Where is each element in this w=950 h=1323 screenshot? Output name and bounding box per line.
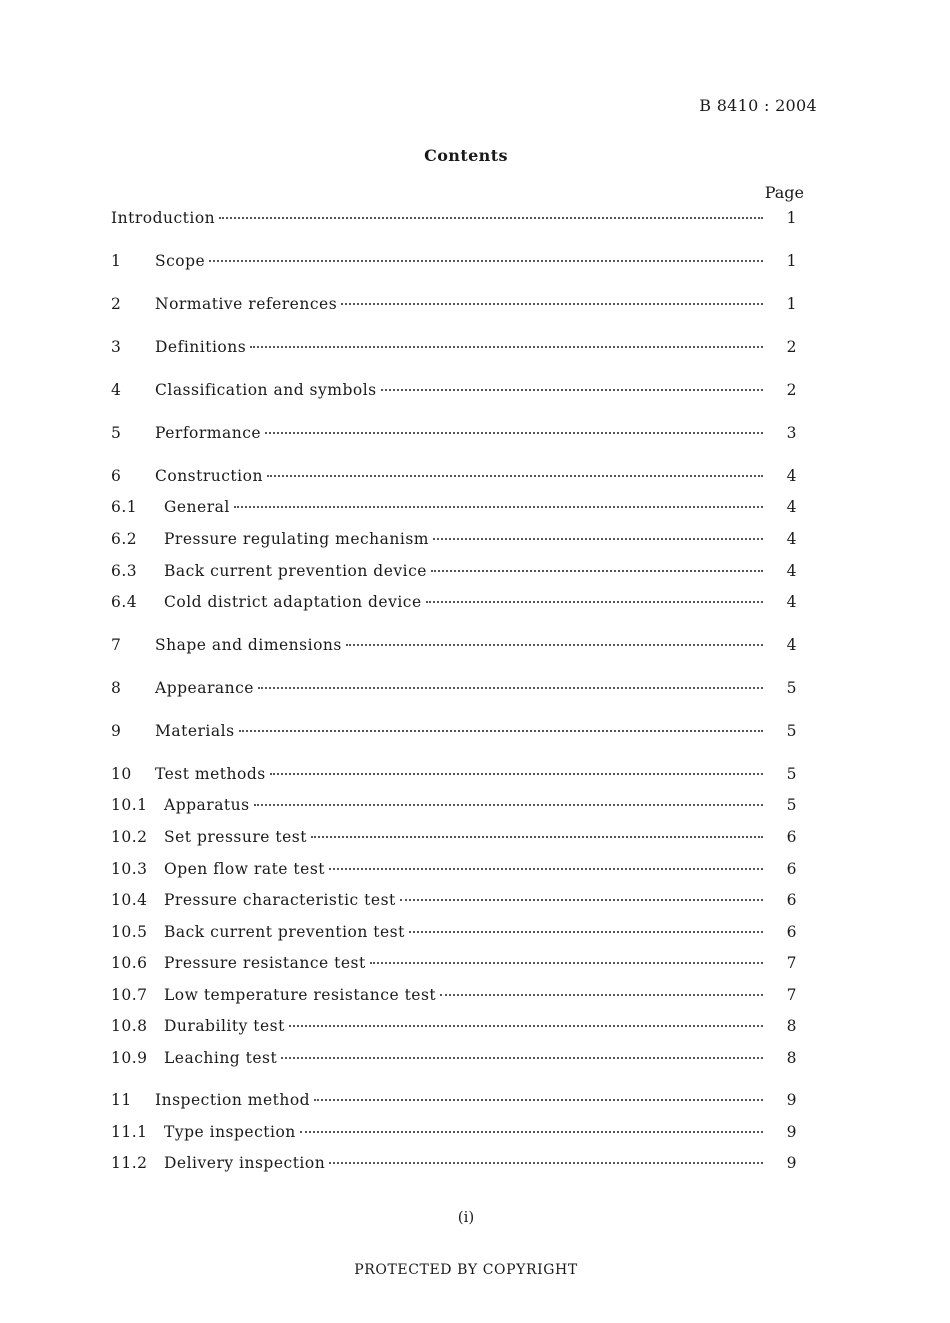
toc-entry[interactable] bbox=[111, 209, 801, 231]
dot-leader bbox=[289, 1025, 763, 1027]
toc-entry[interactable] bbox=[111, 467, 801, 489]
toc-entry-number: 4 bbox=[111, 381, 122, 399]
toc-entry-number: 2 bbox=[111, 295, 122, 313]
toc-entry-title: Cold district adaptation device bbox=[164, 593, 422, 611]
toc-entry-title: Shape and dimensions bbox=[155, 636, 342, 654]
dot-leader bbox=[270, 773, 763, 775]
toc-entry-number: 10.7 bbox=[111, 986, 148, 1004]
toc-entry[interactable] bbox=[111, 498, 801, 520]
dot-leader bbox=[267, 475, 763, 477]
toc-entry-page: 6 bbox=[786, 891, 797, 909]
toc-entry-title: Pressure regulating mechanism bbox=[164, 530, 429, 548]
dot-leader bbox=[300, 1131, 763, 1133]
toc-entry[interactable] bbox=[111, 923, 801, 945]
page-column-label: Page bbox=[764, 183, 804, 202]
toc-entry-title: Apparatus bbox=[164, 796, 250, 814]
toc-entry[interactable] bbox=[111, 986, 801, 1008]
toc-entry[interactable] bbox=[111, 252, 801, 274]
toc-entry-title: Set pressure test bbox=[164, 828, 307, 846]
toc-entry-title: Back current prevention test bbox=[164, 923, 405, 941]
toc-entry-page: 9 bbox=[786, 1123, 797, 1141]
toc-entry-page: 7 bbox=[786, 986, 797, 1004]
toc-entry-number: 6 bbox=[111, 467, 122, 485]
toc-entry-title: Delivery inspection bbox=[164, 1154, 326, 1172]
toc-entry-number: 6.1 bbox=[111, 498, 138, 516]
toc-entry-page: 5 bbox=[786, 679, 797, 697]
dot-leader bbox=[254, 804, 763, 806]
toc-entry-number: 8 bbox=[111, 679, 122, 697]
toc-entry[interactable] bbox=[111, 954, 801, 976]
toc-entry-title: Pressure characteristic test bbox=[164, 891, 396, 909]
toc-entry-number: 11.1 bbox=[111, 1123, 148, 1141]
toc-entry-page: 2 bbox=[786, 381, 797, 399]
toc-entry[interactable] bbox=[111, 530, 801, 552]
toc-entry-page: 6 bbox=[786, 828, 797, 846]
toc-entry-number: 11.2 bbox=[111, 1154, 148, 1172]
toc-entry-page: 2 bbox=[786, 338, 797, 356]
toc-entry[interactable] bbox=[111, 1154, 801, 1176]
toc-entry[interactable] bbox=[111, 338, 801, 360]
toc-entry-number: 10 bbox=[111, 765, 132, 783]
toc-entry-title: Materials bbox=[155, 722, 235, 740]
dot-leader bbox=[426, 601, 763, 603]
toc-entry-page: 5 bbox=[786, 796, 797, 814]
toc-entry[interactable] bbox=[111, 891, 801, 913]
dot-leader bbox=[239, 730, 763, 732]
toc-entry-page: 4 bbox=[786, 593, 797, 611]
toc-entry-page: 6 bbox=[786, 923, 797, 941]
toc-entry-title: Performance bbox=[155, 424, 262, 442]
toc-entry[interactable] bbox=[111, 562, 801, 584]
toc-entry-page: 1 bbox=[786, 295, 797, 313]
dot-leader bbox=[250, 346, 763, 348]
dot-leader bbox=[400, 899, 763, 901]
dot-leader bbox=[219, 217, 763, 219]
toc-entry-number: 10.3 bbox=[111, 860, 148, 878]
toc-entry-title: Leaching test bbox=[164, 1049, 278, 1067]
toc-entry[interactable] bbox=[111, 381, 801, 403]
dot-leader bbox=[329, 1162, 763, 1164]
toc-entry-title: Open flow rate test bbox=[164, 860, 325, 878]
dot-leader bbox=[433, 538, 763, 540]
toc-entry-title: Introduction bbox=[111, 209, 216, 227]
toc-entry[interactable] bbox=[111, 1123, 801, 1145]
toc-entry-page: 4 bbox=[786, 467, 797, 485]
toc-entry-page: 9 bbox=[786, 1091, 797, 1109]
toc-entry[interactable] bbox=[111, 636, 801, 658]
toc-entry[interactable] bbox=[111, 424, 801, 446]
dot-leader bbox=[409, 931, 763, 933]
toc-entry-number: 3 bbox=[111, 338, 122, 356]
toc-entry-number: 6.2 bbox=[111, 530, 138, 548]
toc-entry-number: 10.2 bbox=[111, 828, 148, 846]
dot-leader bbox=[381, 389, 763, 391]
toc-entry-page: 1 bbox=[786, 209, 797, 227]
toc-entry-page: 3 bbox=[786, 424, 797, 442]
toc-entry-title: Back current prevention device bbox=[164, 562, 427, 580]
dot-leader bbox=[234, 506, 763, 508]
dot-leader bbox=[431, 570, 763, 572]
toc-entry-title: Scope bbox=[155, 252, 206, 270]
dot-leader bbox=[281, 1057, 763, 1059]
toc-entry-title: Type inspection bbox=[164, 1123, 296, 1141]
toc-entry-title: Classification and symbols bbox=[155, 381, 377, 399]
toc-entry-number: 10.8 bbox=[111, 1017, 148, 1035]
toc-entry-title: General bbox=[164, 498, 230, 516]
toc-entry-page: 8 bbox=[786, 1049, 797, 1067]
dot-leader bbox=[329, 868, 763, 870]
toc-entry-title: Construction bbox=[155, 467, 263, 485]
dot-leader bbox=[346, 644, 763, 646]
dot-leader bbox=[258, 687, 763, 689]
toc-entry-number: 10.1 bbox=[111, 796, 148, 814]
toc-entry-page: 4 bbox=[786, 636, 797, 654]
toc-entry-number: 5 bbox=[111, 424, 122, 442]
toc-entry-title: Appearance bbox=[155, 679, 254, 697]
toc-entry-page: 5 bbox=[786, 765, 797, 783]
toc-entry-number: 7 bbox=[111, 636, 122, 654]
toc-entry-page: 8 bbox=[786, 1017, 797, 1035]
toc-entry-page: 1 bbox=[786, 252, 797, 270]
toc-entry-number: 10.4 bbox=[111, 891, 148, 909]
toc-entry-title: Durability test bbox=[164, 1017, 285, 1035]
dot-leader bbox=[314, 1099, 763, 1101]
toc-entry-number: 10.6 bbox=[111, 954, 148, 972]
dot-leader bbox=[370, 962, 763, 964]
dot-leader bbox=[311, 836, 763, 838]
toc-entry[interactable] bbox=[111, 722, 801, 744]
dot-leader bbox=[440, 994, 763, 996]
toc-entry[interactable] bbox=[111, 1049, 801, 1071]
toc-entry-number: 9 bbox=[111, 722, 122, 740]
toc-entry[interactable] bbox=[111, 765, 801, 787]
toc-entry[interactable] bbox=[111, 1017, 801, 1039]
dot-leader bbox=[265, 432, 763, 434]
page-number: (i) bbox=[457, 1208, 475, 1226]
toc-entry-page: 6 bbox=[786, 860, 797, 878]
toc-entry-page: 7 bbox=[786, 954, 797, 972]
toc-entry[interactable] bbox=[111, 295, 801, 317]
dot-leader bbox=[341, 303, 763, 305]
toc-entry-number: 6.4 bbox=[111, 593, 138, 611]
toc-entry-title: Inspection method bbox=[155, 1091, 311, 1109]
toc-entry[interactable] bbox=[111, 1091, 801, 1113]
toc-entry-number: 10.5 bbox=[111, 923, 148, 941]
toc-entry-title: Low temperature resistance test bbox=[164, 986, 437, 1004]
toc-entry[interactable] bbox=[111, 796, 801, 818]
toc-entry-number: 11 bbox=[111, 1091, 132, 1109]
toc-entry-number: 1 bbox=[111, 252, 122, 270]
toc-entry-page: 4 bbox=[786, 498, 797, 516]
toc-entry-page: 5 bbox=[786, 722, 797, 740]
copyright-notice: PROTECTED BY COPYRIGHT bbox=[354, 1262, 578, 1278]
toc-entry[interactable] bbox=[111, 679, 801, 701]
document-code: B 8410 : 2004 bbox=[699, 96, 817, 115]
toc-entry-number: 6.3 bbox=[111, 562, 138, 580]
toc-entry[interactable] bbox=[111, 593, 801, 615]
toc-entry-title: Pressure resistance test bbox=[164, 954, 366, 972]
toc-entry-title: Normative references bbox=[155, 295, 338, 313]
page-title: Contents bbox=[424, 146, 508, 165]
toc-entry-page: 4 bbox=[786, 530, 797, 548]
toc-entry[interactable] bbox=[111, 828, 801, 850]
toc-entry-title: Definitions bbox=[155, 338, 247, 356]
toc-entry-page: 4 bbox=[786, 562, 797, 580]
toc-entry-page: 9 bbox=[786, 1154, 797, 1172]
toc-entry[interactable] bbox=[111, 860, 801, 882]
dot-leader bbox=[209, 260, 763, 262]
toc-entry-title: Test methods bbox=[155, 765, 266, 783]
toc-entry-number: 10.9 bbox=[111, 1049, 148, 1067]
